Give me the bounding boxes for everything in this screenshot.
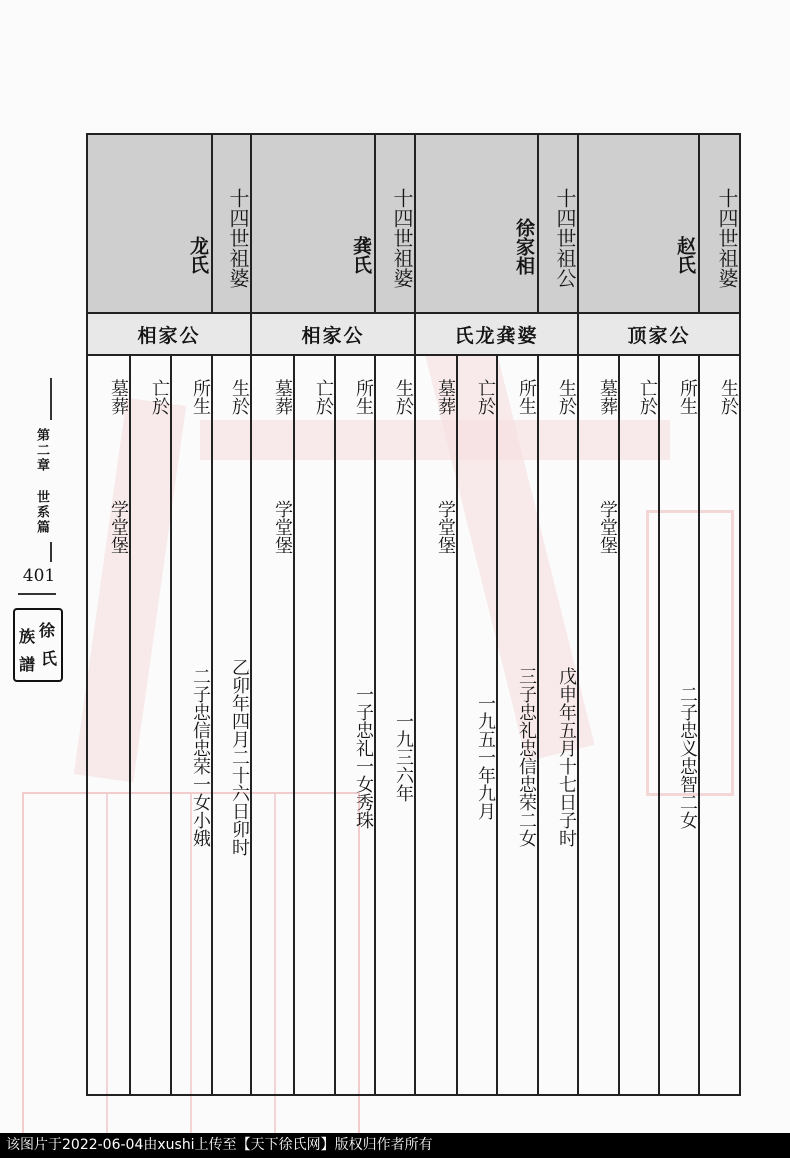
burial-value: 学堂堡 <box>597 500 618 554</box>
page-number: 401 <box>22 566 56 586</box>
generation-title: 十四世祖婆 <box>715 188 739 288</box>
person-name: 龙氏 <box>187 236 209 274</box>
born-label: 生於 <box>229 379 250 415</box>
died-label: 亡於 <box>313 379 334 415</box>
relation-label: 氏龙龚婆 <box>454 324 539 347</box>
burial-label: 墓葬 <box>435 379 456 415</box>
burial-label: 墓葬 <box>272 379 293 415</box>
children-label: 所生 <box>516 379 537 415</box>
body-subrule <box>129 355 131 1094</box>
relation-label: 顶家公 <box>627 324 691 347</box>
margin-rule-bottom <box>18 593 56 595</box>
margin-rule-mid <box>50 542 52 562</box>
generation-title: 十四世祖婆 <box>390 188 414 288</box>
generation-title: 十四世祖婆 <box>226 188 250 288</box>
xu-clan-logo <box>13 608 63 682</box>
person-name: 龚氏 <box>350 236 372 274</box>
logo-char: 譜 <box>19 655 36 674</box>
children-value: 一子忠礼一女秀珠 <box>353 685 374 829</box>
logo-char: 族 <box>19 627 36 646</box>
born-value: 乙卯年四月二十六日卯时 <box>229 658 250 856</box>
children-label: 所生 <box>190 379 211 415</box>
died-label: 亡於 <box>149 379 170 415</box>
relation-label: 相家公 <box>301 324 365 347</box>
born-value: 一九三六年 <box>393 712 414 802</box>
children-label: 所生 <box>677 379 698 415</box>
margin-rule-top <box>50 378 52 420</box>
chapter-label: 第二章 世系篇 <box>34 428 49 535</box>
person-name: 徐家相 <box>513 217 535 275</box>
children-value: 二子忠义忠智二女 <box>677 685 698 829</box>
burial-label: 墓葬 <box>597 379 618 415</box>
body-subrule <box>293 355 295 1094</box>
person-name: 赵氏 <box>674 236 696 274</box>
logo-char: 氏 <box>41 649 58 668</box>
burial-label: 墓葬 <box>108 379 129 415</box>
born-label: 生於 <box>718 379 739 415</box>
generation-title: 十四世祖公 <box>553 188 577 288</box>
born-value: 戊申年五月十七日子时 <box>556 667 577 847</box>
logo-char: 徐 <box>39 621 56 640</box>
relation-label: 相家公 <box>137 324 201 347</box>
genealogy-table <box>86 133 741 1096</box>
born-label: 生於 <box>393 379 414 415</box>
born-label: 生於 <box>556 379 577 415</box>
died-value: 一九五一年九月 <box>475 694 496 820</box>
children-value: 二子忠信忠荣一女小娥 <box>190 667 211 847</box>
body-subrule <box>618 355 620 1094</box>
children-value: 三子忠礼忠信忠荣二女 <box>516 667 537 847</box>
burial-value: 学堂堡 <box>435 500 456 554</box>
copyright-footer: 该图片于2022-06-04由xushi上传至【天下徐氏网】版权归作者所有 <box>0 1133 790 1158</box>
died-label: 亡於 <box>637 379 658 415</box>
children-label: 所生 <box>353 379 374 415</box>
burial-value: 学堂堡 <box>272 500 293 554</box>
died-label: 亡於 <box>475 379 496 415</box>
body-subrule <box>698 355 700 1094</box>
burial-value: 学堂堡 <box>108 500 129 554</box>
